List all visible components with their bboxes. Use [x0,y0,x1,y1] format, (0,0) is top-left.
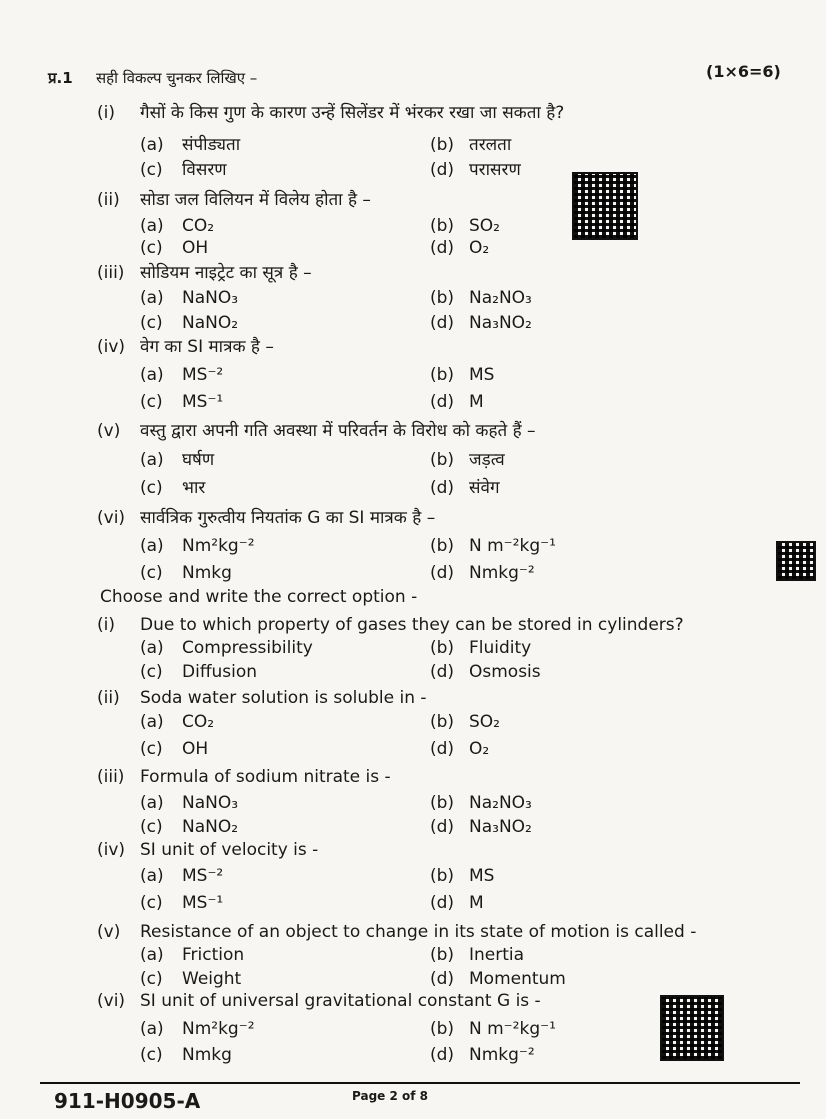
option-c: Nmkg [182,1045,232,1065]
option-label: (b) [430,135,455,155]
option-a: CO₂ [182,712,215,732]
question-number: (iii) [97,767,125,787]
option-d: Momentum [469,969,566,989]
option-b: Inertia [469,945,525,965]
question-text: वेग का SI मात्रक है – [140,337,274,357]
option-label: (b) [430,288,455,308]
option-d: Nmkg⁻² [469,563,535,583]
option-label: (d) [430,478,455,498]
option-label: (b) [430,945,455,965]
question-number: (i) [97,615,115,635]
question-text: SI unit of universal gravitational constant G is - [140,991,541,1011]
option-label: (c) [140,739,163,759]
question-number: (vi) [97,508,126,528]
barcode-icon-bottom [660,995,724,1061]
option-label: (b) [430,712,455,732]
option-c: Diffusion [182,662,258,682]
question-number: (iii) [97,263,125,283]
question-number: (ii) [97,190,120,210]
question-number: (v) [97,421,121,441]
option-d: O₂ [469,739,490,759]
option-label: (a) [140,1019,164,1039]
question-text: वस्तु द्वारा अपनी गति अवस्था में परिवर्तन के विरोध को कहते हैं – [140,421,536,441]
option-label: (a) [140,638,164,658]
option-label: (c) [140,1045,163,1065]
option-label: (a) [140,793,164,813]
option-c: NaNO₂ [182,817,239,837]
question-number: (iv) [97,840,126,860]
paper-code: 911-H0905-A [54,1089,201,1113]
option-a: Compressibility [182,638,313,658]
option-label: (b) [430,638,455,658]
option-label: (b) [430,1019,455,1039]
option-a: घर्षण [182,450,215,470]
option-label: (b) [430,365,455,385]
question-text: गैसों के किस गुण के कारण उन्हें सिलेंडर में भंरकर रखा जा सकता है? [140,103,565,123]
footer-divider [40,1082,800,1084]
instruction-hindi: सही विकल्प चुनकर लिखिए – [96,69,258,87]
option-a: Nm²kg⁻² [182,536,255,556]
option-label: (b) [430,866,455,886]
option-label: (c) [140,238,163,258]
question-text: सोडा जल विलियन में विलेय होता है – [140,190,371,210]
option-label: (d) [430,392,455,412]
option-d: O₂ [469,238,490,258]
option-label: (d) [430,969,455,989]
option-a: CO₂ [182,216,215,236]
option-label: (a) [140,945,164,965]
option-a: NaNO₃ [182,793,239,813]
option-label: (d) [430,313,455,333]
question-text: Due to which property of gases they can be stored in cylinders? [140,615,684,635]
question-number: (iv) [97,337,126,357]
option-c: MS⁻¹ [182,893,224,913]
option-label: (b) [430,793,455,813]
option-label: (c) [140,817,163,837]
option-b: तरलता [469,135,512,155]
barcode-icon [572,172,638,240]
option-a: MS⁻² [182,866,224,886]
option-c: Weight [182,969,242,989]
question-text: Resistance of an object to change in its state of motion is called - [140,922,697,942]
option-b: MS [469,866,495,886]
option-b: SO₂ [469,216,500,236]
option-label: (d) [430,893,455,913]
option-a: Nm²kg⁻² [182,1019,255,1039]
option-label: (a) [140,365,164,385]
question-number: (v) [97,922,121,942]
option-b: Na₂NO₃ [469,288,532,308]
option-a: MS⁻² [182,365,224,385]
option-d: Osmosis [469,662,541,682]
option-label: (c) [140,662,163,682]
option-b: जड़त्व [469,450,505,470]
option-label: (a) [140,135,164,155]
option-b: Fluidity [469,638,532,658]
option-c: OH [182,238,209,258]
option-label: (c) [140,969,163,989]
question-number: प्र.1 [48,69,73,87]
question-text: सोडियम नाइट्रेट का सूत्र है – [140,263,312,283]
option-label: (c) [140,313,163,333]
option-label: (a) [140,866,164,886]
question-text: Formula of sodium nitrate is - [140,767,391,787]
option-a: संपीड्यता [182,135,241,155]
question-number: (vi) [97,991,126,1011]
option-d: Nmkg⁻² [469,1045,535,1065]
question-number: (i) [97,103,115,123]
option-label: (c) [140,563,163,583]
option-label: (c) [140,478,163,498]
option-label: (d) [430,662,455,682]
option-label: (c) [140,160,163,180]
option-label: (b) [430,450,455,470]
option-c: भार [182,478,206,498]
option-b: Na₂NO₃ [469,793,532,813]
question-text: सार्वत्रिक गुरुत्वीय नियतांक G का SI मात्रक है – [140,508,436,528]
option-label: (a) [140,216,164,236]
option-d: M [469,893,484,913]
marks-allotted: (1×6=6) [706,62,781,81]
option-label: (a) [140,288,164,308]
option-label: (d) [430,739,455,759]
option-a: Friction [182,945,245,965]
option-label: (c) [140,392,163,412]
option-b: MS [469,365,495,385]
option-b: N m⁻²kg⁻¹ [469,1019,556,1039]
instruction-english: Choose and write the correct option - [100,587,418,607]
option-label: (a) [140,712,164,732]
option-label: (d) [430,563,455,583]
option-label: (d) [430,238,455,258]
option-d: M [469,392,484,412]
option-c: NaNO₂ [182,313,239,333]
option-b: N m⁻²kg⁻¹ [469,536,556,556]
option-d: संवेग [469,478,500,498]
option-c: MS⁻¹ [182,392,224,412]
option-c: Nmkg [182,563,232,583]
option-label: (d) [430,160,455,180]
qr-code-icon [776,541,816,581]
option-c: विसरण [182,160,227,180]
question-number: (ii) [97,688,120,708]
option-label: (d) [430,817,455,837]
option-c: OH [182,739,209,759]
option-label: (a) [140,450,164,470]
option-d: Na₃NO₂ [469,817,532,837]
option-a: NaNO₃ [182,288,239,308]
question-text: SI unit of velocity is - [140,840,319,860]
page-number: Page 2 of 8 [352,1089,428,1103]
option-label: (d) [430,1045,455,1065]
question-text: Soda water solution is soluble in - [140,688,427,708]
option-d: Na₃NO₂ [469,313,532,333]
option-d: परासरण [469,160,521,180]
option-label: (c) [140,893,163,913]
option-label: (a) [140,536,164,556]
option-label: (b) [430,216,455,236]
option-b: SO₂ [469,712,500,732]
option-label: (b) [430,536,455,556]
